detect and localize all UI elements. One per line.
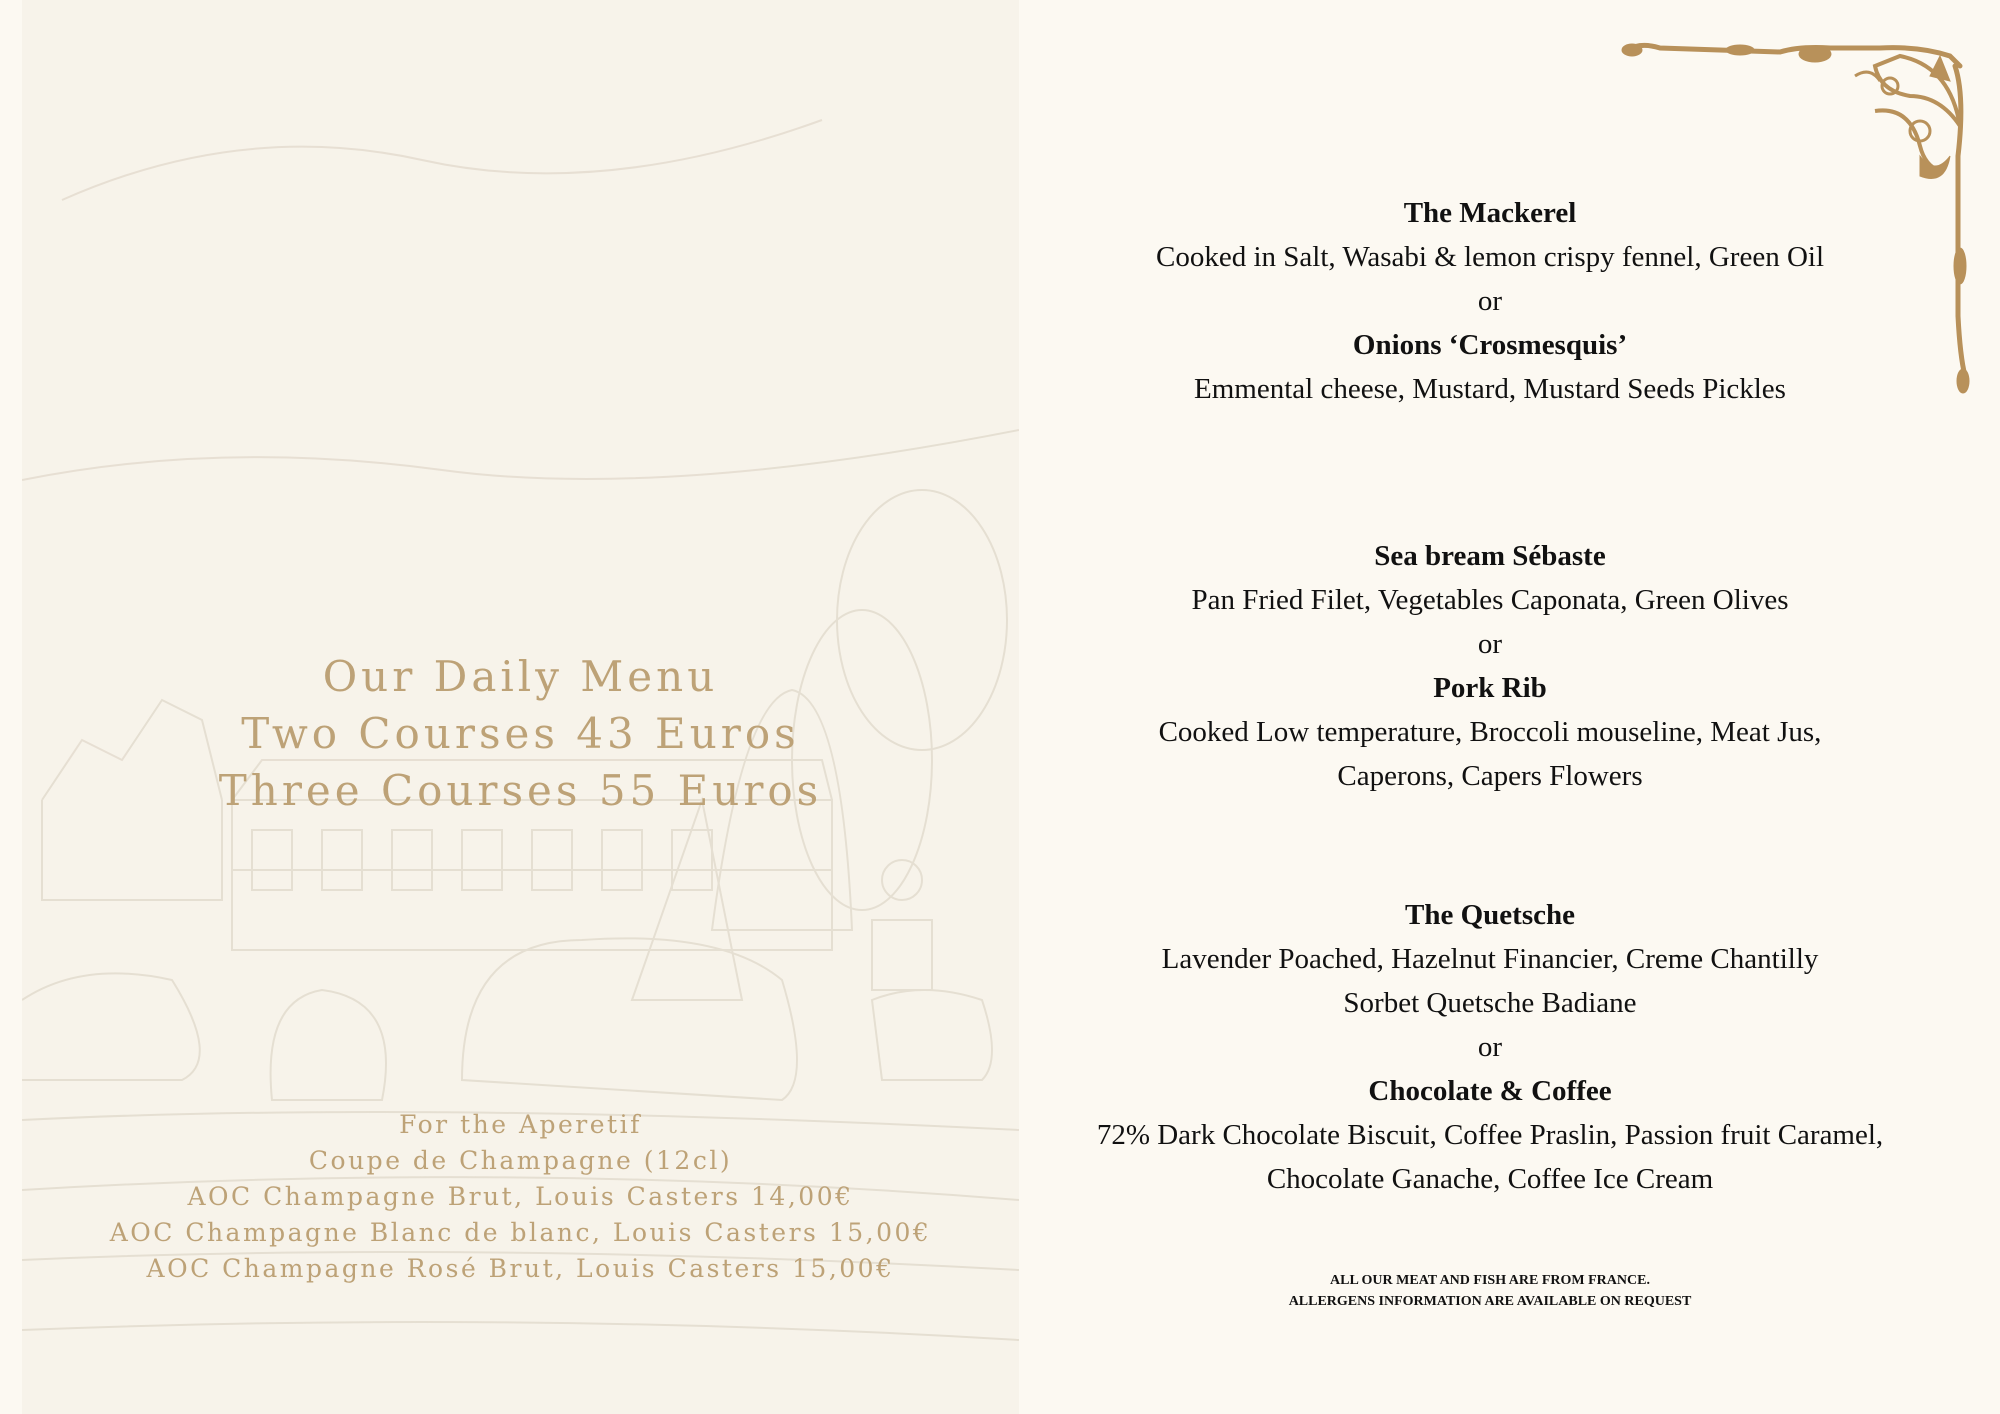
dish-name: Sea bream Sébaste [1374,540,1606,572]
aperitif-list [22,1107,1019,1287]
aperitif-item: AOC Champagne Rosé Brut, Louis Casters 15,00€ [146,1254,895,1283]
dish-name: Pork Rib [1433,672,1547,704]
dish-description: Caperons, Capers Flowers [1337,760,1643,792]
allergen-footer [1040,1270,1940,1312]
left-panel [22,0,1019,1414]
desserts-section [1040,893,1940,1201]
footer-allergen-note: ALLERGENS INFORMATION ARE AVAILABLE ON REQUEST [1288,1294,1692,1309]
dish-description: Sorbet Quetsche Badiane [1343,987,1637,1019]
daily-menu-headline [22,648,1019,819]
dish-name: The Quetsche [1405,899,1575,931]
or-separator: or [1477,285,1503,317]
dish-description: Cooked in Salt, Wasabi & lemon crispy fennel, Green Oil [1155,241,1825,273]
dish-description: Chocolate Ganache, Coffee Ice Cream [1266,1163,1714,1195]
footer-origin-note: ALL OUR MEAT AND FISH ARE FROM FRANCE. [1330,1273,1650,1288]
mains-section [1040,534,1940,798]
aperitif-item: AOC Champagne Brut, Louis Casters 14,00€ [187,1182,854,1211]
aperitif-item: Coupe de Champagne (12cl) [308,1146,733,1175]
headline-two-courses-price: Two Courses 43 Euros [241,709,800,758]
dish-description: Cooked Low temperature, Broccoli mouseline, Meat Jus, [1158,716,1822,748]
aperitif-heading: For the Aperetif [399,1110,642,1139]
dish-name: Chocolate & Coffee [1368,1075,1612,1107]
aperitif-item: AOC Champagne Blanc de blanc, Louis Casters 15,00€ [109,1218,932,1247]
or-separator: or [1477,628,1503,660]
dish-description: Pan Fried Filet, Vegetables Caponata, Green Olives [1191,584,1789,616]
dish-name: Onions ‘Crosmesquis’ [1352,329,1628,361]
starters-section [1040,191,1940,411]
or-separator: or [1477,1031,1503,1063]
dish-name: The Mackerel [1403,197,1577,229]
dish-description: 72% Dark Chocolate Biscuit, Coffee Praslin, Passion fruit Caramel, [1096,1119,1884,1151]
headline-title: Our Daily Menu [322,652,719,701]
dish-description: Emmental cheese, Mustard, Mustard Seeds Pickles [1194,373,1786,405]
dish-description: Lavender Poached, Hazelnut Financier, Creme Chantilly [1161,943,1819,975]
headline-three-courses-price: Three Courses 55 Euros [218,766,823,815]
